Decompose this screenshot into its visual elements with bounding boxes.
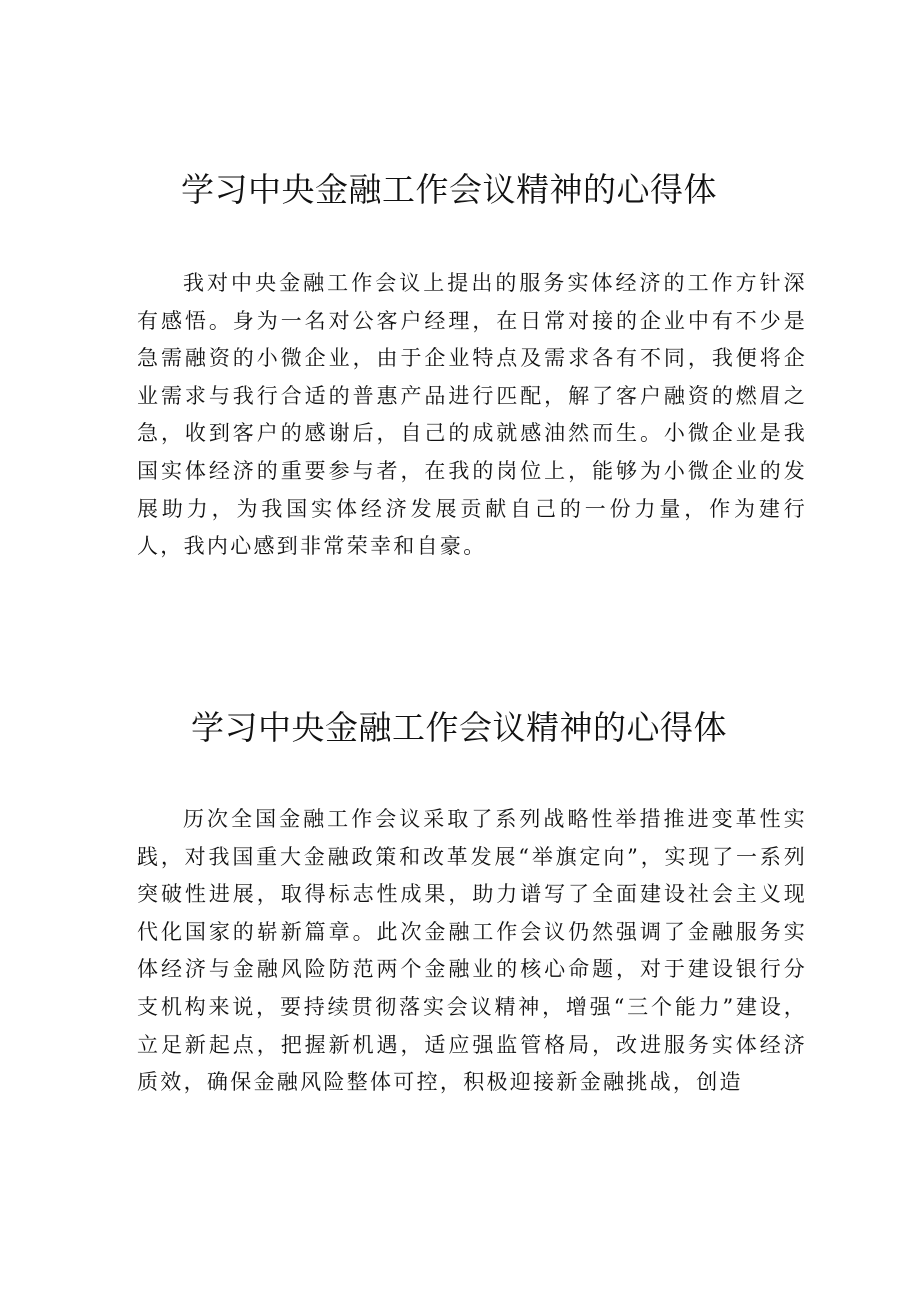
section-paragraph: 历次全国金融工作会议采取了系列战略性举措推进变革性实践，对我国重大金融政策和改革发展“举旗定向”，实现了一系列突破性进展，取得标志性成果，助力谱写了全面建设社会主义现代化国家的崭新篇章。此次金融工作会议仍然强调了金融服务实体经济与金融风险防范两个金融业的核心命题，对于建设银行分支机构来说，要持续贯彻落实会议精神，增强“三个能力”建设，立足新起点，把握新机遇，适应强监管格局，改进服务实体经济质效，确保金融风险整体可控，积极迎接新金融挑战，创造 bbox=[137, 807, 807, 1095]
section-title: 学习中央金融工作会议精神的心得体 bbox=[191, 708, 727, 747]
section-title: 学习中央金融工作会议精神的心得体 bbox=[181, 170, 717, 209]
section-paragraph: 我对中央金融工作会议上提出的服务实体经济的工作方针深有感悟。身为一名对公客户经理，在日常对接的企业中有不少是急需融资的小微企业，由于企业特点及需求各有不同，我便将企业需求与我行合适的普惠产品进行匹配，解了客户融资的燃眉之急，收到客户的感谢后，自己的成就感油然而生。小微企业是我国实体经济的重要参与者，在我的岗位上，能够为小微企业的发展助力，为我国实体经济发展贡献自己的一份力量，作为建行人，我内心感到非常荣幸和自豪。 bbox=[137, 271, 807, 559]
